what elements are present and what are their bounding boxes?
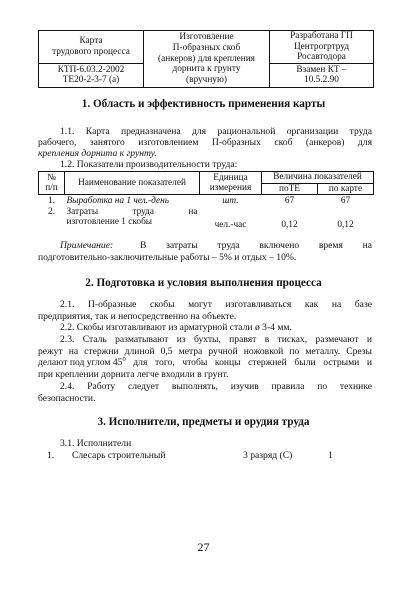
row-value-card: 0,12 — [337, 220, 354, 231]
work-title-line-5: (вручную) — [185, 74, 227, 85]
work-title-line-1: Изготовление — [179, 32, 234, 43]
row-value-pote: 0,12 — [281, 220, 298, 231]
card-title-cell — [39, 31, 144, 64]
card-code-line-2: ТЕ20-2-3-7 (а) — [62, 75, 120, 86]
table-row — [39, 207, 374, 231]
indicators-table — [38, 171, 374, 231]
section-2-p4-line-1: 2.4. Работу следует выполнять, изучив правила по технике — [60, 381, 372, 392]
header-table — [38, 30, 374, 88]
replaces-line-2: 10.5.2.90 — [304, 75, 339, 86]
row-number: 2. — [48, 206, 55, 217]
section-3-subheading: 3.1. Исполнители — [60, 438, 132, 449]
row-unit: шт. — [222, 195, 239, 206]
card-title-line-1: Карта — [79, 36, 103, 47]
section-3-heading: 3. Исполнители, предметы и орудия труда — [97, 416, 310, 428]
work-title-line-2: П-образных скоб — [172, 43, 241, 53]
col-header-number-line-1: № — [47, 172, 56, 183]
col-header-name: Наименование показателей — [65, 172, 200, 195]
col-header-pote: поТЕ — [262, 183, 318, 195]
replaces-line-1: Взамен КТ – — [296, 64, 347, 75]
work-title-line-3: (анкеров) для крепления — [158, 53, 255, 64]
work-title-line-4: дорнита к грунту — [172, 64, 241, 75]
section-2-p3-line-3 — [38, 357, 372, 368]
section-2-p1-line-2: предприятия, так и непосредственно на объекте. — [38, 311, 237, 322]
section-2-p4-line-2: безопасности. — [38, 393, 96, 404]
section-2-p3-line-3-start: делают под углом 45 — [38, 357, 123, 368]
performer-count: 1 — [328, 450, 333, 461]
col-header-number-line-2: п/п — [45, 183, 58, 194]
section-2-p3-line-3-end: для того, чтобы концы стержней были острыми и — [125, 357, 372, 368]
section-1-p1-line-2: рабочего, занятого изготовлением П-образных скоб (анкеров) для — [38, 137, 372, 148]
section-2-p2: 2.2. Скобы изготавливают из арматурной стали ø 3-4 мм. — [60, 322, 292, 333]
col-header-card: по карте — [318, 183, 374, 195]
section-2-p3-line-4: при креплении дорнита легче входили в грунт. — [38, 369, 229, 380]
row-indicator-name: Выработка на 1 чел.-день — [66, 195, 169, 206]
developer-line-1: Разработана ГП — [290, 31, 353, 41]
col-header-unit — [200, 172, 262, 195]
note-line-2: подготовительно-заключительные работы – 5% и отдых – 10%. — [38, 252, 297, 263]
section-2-p3-line-1: 2.3. Сталь разматывают из бухты, правят в тисках, размечают и — [60, 334, 372, 345]
developer-line-3: Росавтодора — [297, 52, 346, 63]
work-title-cell — [144, 31, 270, 88]
section-2-p3-line-2: режут на стержни длиной 0,5 метра ручной ножовкой по металлу. Срезы — [38, 346, 372, 357]
section-1-p2: 1.2. Показатели производительности труда: — [60, 159, 238, 170]
developer-line-2: Центрогртруд — [293, 41, 350, 52]
section-2-p1-line-1: 2.1. П-образные скобы могут изготавливаться как на базе — [60, 299, 372, 310]
section-1-heading: 1. Область и эффективность применения карты — [81, 98, 326, 110]
col-header-number — [39, 172, 65, 195]
card-title-line-2: трудового процесса — [52, 46, 130, 57]
table-row — [39, 195, 374, 207]
row-number: 1. — [48, 195, 55, 206]
degree-superscript: 0 — [122, 356, 126, 363]
row-value-pote: 67 — [284, 195, 295, 206]
page-number: 27 — [197, 540, 210, 554]
col-header-unit-line-1: Единица — [213, 172, 248, 183]
col-header-value: Величина показателей — [262, 172, 374, 184]
card-code-cell — [39, 63, 144, 87]
row-indicator-name-line-2: изготовление 1 скобы — [66, 217, 153, 228]
col-header-unit-line-2: измерения — [209, 183, 252, 194]
developer-cell — [270, 31, 374, 64]
replaces-cell — [270, 63, 374, 87]
performer-profession: Слесарь строительный — [72, 450, 166, 461]
section-1-p1-line-1: 1.1. Карта предназначена для рациональной организации труда — [60, 126, 372, 137]
row-unit: чел.-час — [214, 220, 247, 231]
performer-grade: 3 разряд (С) — [243, 450, 293, 461]
card-code-line-1: КТП-6.03.2-2002 — [57, 64, 125, 75]
row-indicator-name — [65, 207, 200, 231]
section-1-p1-line-3: крепления дорнита к грунту. — [38, 148, 157, 159]
note-line-1 — [60, 240, 372, 251]
row-value-card: 67 — [340, 195, 351, 206]
section-2-heading: 2. Подготовка и условия выполнения процесса — [85, 277, 322, 289]
note-text-start: В затраты труда включено время на — [140, 240, 372, 251]
note-label: Примечание: — [60, 240, 114, 251]
performer-number: 1. — [47, 450, 55, 461]
row-indicator-name-line-1: Затраты труда на — [66, 206, 198, 217]
